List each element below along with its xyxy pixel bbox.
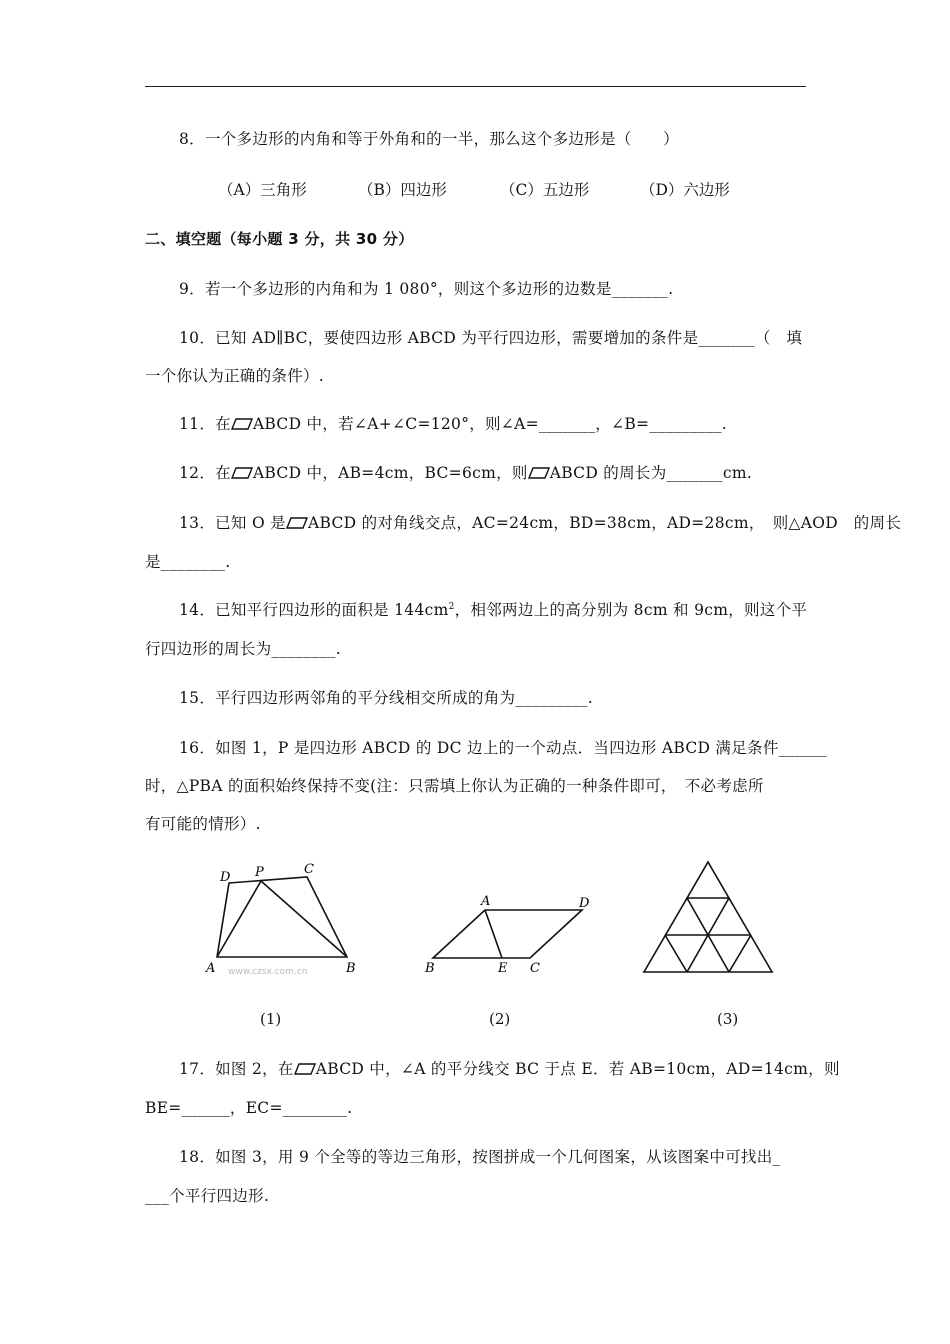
question-13-line2: 是________.: [145, 553, 231, 571]
option-d: （D）六边形: [640, 181, 730, 199]
fig2-label-a: A: [481, 894, 491, 909]
question-10-line1: 10．已知 AD∥BC，要使四边形 ABCD 为平行四边形，需要增加的条件是_______（ 填: [179, 329, 803, 347]
question-18-line1: 18．如图 3，用 9 个全等的等边三角形，按图拼成一个几何图案，从该图案中可找出_: [179, 1148, 781, 1166]
question-12-mid: ABCD 中，AB=4cm，BC=6cm，则: [252, 464, 528, 482]
question-16-line1: 16．如图 1，P 是四边形 ABCD 的 DC 边上的一个动点．当四边形 ABCD 满足条件______: [179, 739, 827, 757]
figure-3-caption: (3): [717, 1010, 739, 1028]
question-14-post: ，相邻两边上的高分别为 8cm 和 9cm，则这个平: [454, 601, 808, 619]
parallelogram-symbol-icon: [286, 517, 308, 529]
question-17-line1: [179, 1057, 840, 1079]
question-11: [179, 412, 727, 434]
parallelogram-symbol-icon: [231, 418, 253, 430]
question-13-line1: [179, 511, 901, 533]
question-14-pre: 14．已知平行四边形的面积是 144cm: [179, 601, 449, 619]
header-rule: [145, 86, 806, 87]
question-16-line2: 时，△PBA 的面积始终保持不变(注：只需填上你认为正确的一种条件即可， 不必考虑所: [145, 777, 764, 795]
question-12-pre: 12．在: [179, 464, 231, 482]
option-a: （A）三角形: [218, 181, 307, 199]
question-17-pre: 17．如图 2，在: [179, 1060, 294, 1078]
question-14-line1: [179, 598, 807, 620]
question-17-line2: BE=______，EC=________.: [145, 1099, 353, 1117]
parallelogram-symbol-icon: [294, 1063, 316, 1075]
section-2-title: 二、填空题（每小题 3 分，共 30 分）: [145, 230, 414, 248]
figure-2-caption: (2): [489, 1010, 511, 1028]
figure-3-triangle-pattern: [640, 858, 776, 980]
fig1-watermark: www.czsx.com.cn: [228, 967, 308, 977]
fig2-label-b: B: [425, 961, 435, 976]
question-11-pre: 11．在: [179, 415, 231, 433]
question-13-post: ABCD 的对角线交点，AC=24cm，BD=38cm，AD=28cm， 则△AOD 的周长: [308, 514, 902, 532]
question-12-post: ABCD 的周长为_______cm.: [549, 464, 753, 482]
figure-1-quadrilateral: [200, 855, 370, 985]
question-14-line2: 行四边形的周长为________.: [145, 640, 342, 658]
fig2-label-c: C: [530, 961, 540, 976]
figure-2-parallelogram: [420, 890, 600, 985]
question-18-line2: ___个平行四边形.: [145, 1187, 270, 1205]
fig2-label-e: E: [498, 961, 508, 976]
question-15: 15．平行四边形两邻角的平分线相交所成的角为_________.: [179, 689, 594, 707]
question-17-post: ABCD 中，∠A 的平分线交 BC 于点 E．若 AB=10cm，AD=14cm，则: [315, 1060, 840, 1078]
question-14-superscript: 2: [448, 601, 455, 612]
fig1-label-d: D: [220, 870, 231, 885]
parallelogram-symbol-icon: [528, 467, 550, 479]
question-10-line2: 一个你认为正确的条件）.: [145, 367, 325, 385]
option-c: （C）五边形: [500, 181, 590, 199]
fig2-label-d: D: [579, 896, 590, 911]
question-11-post: ABCD 中，若∠A+∠C=120°，则∠A=_______，∠B=_________.: [252, 415, 728, 433]
fig1-label-a: A: [206, 961, 216, 976]
fig1-label-p: P: [255, 865, 264, 880]
question-12: [179, 461, 752, 483]
fig1-label-c: C: [304, 862, 314, 877]
question-8-stem: 8．一个多边形的内角和等于外角和的一半，那么这个多边形是（ ）: [179, 130, 679, 148]
question-13-pre: 13．已知 O 是: [179, 514, 286, 532]
question-16-line3: 有可能的情形）.: [145, 815, 261, 833]
question-9: 9．若一个多边形的内角和为 1 080°，则这个多边形的边数是_______.: [179, 280, 674, 298]
fig1-label-b: B: [346, 961, 356, 976]
parallelogram-symbol-icon: [231, 467, 253, 479]
figure-1-caption: (1): [260, 1010, 282, 1028]
option-b: （B）四边形: [358, 181, 447, 199]
